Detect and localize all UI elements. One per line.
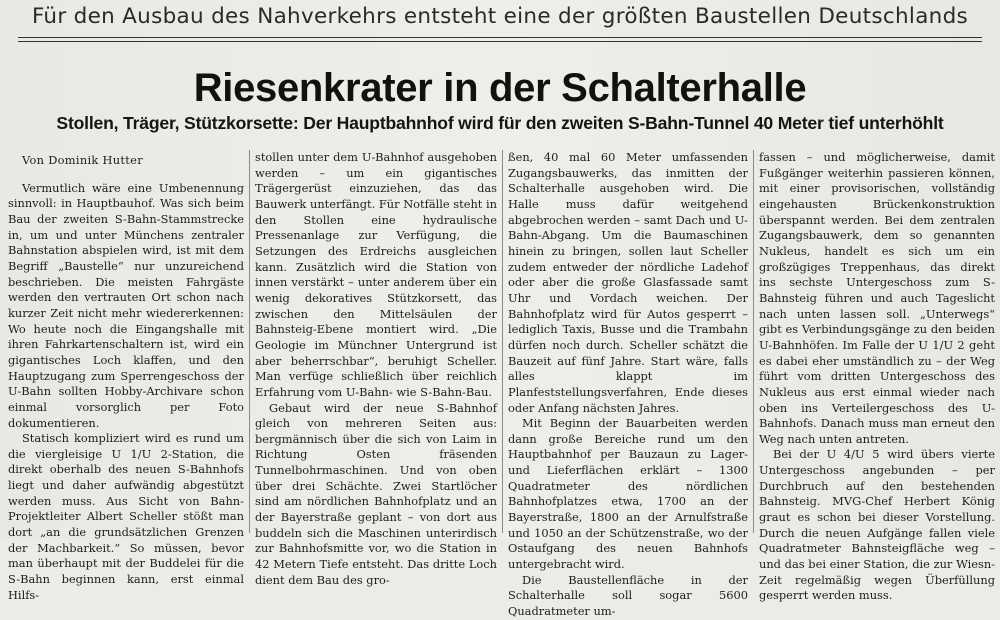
article-column-3 bbox=[508, 150, 748, 620]
column-3-paragraph-2: Mit Beginn der Bauarbeiten werden dann große Bereiche rund um den Hauptbahnhof per Bauzaun zu Lager- und Lieferflächen erklärt – 1300 Quadratmeter des nördlichen Bahnhofplatzes etwa, 1700 an der Bayerstraße, 1800 an der Arnulfstraße und 1050 an der Schützenstraße, wo der Ostaufgang des neuen Bahnhofs untergebracht wird. bbox=[508, 416, 748, 572]
article-column-1 bbox=[8, 150, 244, 603]
top-rule-second bbox=[18, 41, 982, 42]
kicker: Für den Ausbau des Nahverkehrs entsteht eine der größten Baustellen Deutschlands bbox=[31, 4, 969, 29]
column-4-paragraph-2: Bei der U 4/U 5 wird übers vierte Untergeschoss angebunden – per Durchbruch auf den bestehenden Bahnsteig. MVG-Chef Herbert König graut es schon bei dieser Vorstellung. Durch die neuen Aufgänge fallen viele Quadratmeter Bahnsteigfläche weg – und das bei einer Station, die zur Wiesn-Zeit regelmäßig wegen Überfüllung gesperrt werden muss. bbox=[759, 447, 995, 603]
column-divider bbox=[249, 150, 250, 533]
column-1-paragraph-1: Vermutlich wäre eine Umbenennung sinnvoll: in Hauptbauhof. Was sich beim Bau der zweiten S-Bahn-Stammstrecke in, um und unter Münchens zentraler Bahnstation abspielen wird, ist mit dem Begriff „Baustelle“ nur unzureichend beschrieben. Die meisten Fahrgäste werden den vertrauten Ort schon nach kurzer Zeit nicht mehr wiedererkennen: Wo heute noch die Eingangshalle mit ihren Fahrkartenschaltern ist, wird ein gigantisches Loch klaffen, und den Hauptzugang zum Sperrengeschoss der U-Bahn sollten Hobby-Archivare schon einmal vorsorglich per Foto dokumentieren. bbox=[8, 180, 244, 430]
column-1-paragraph-2: Statisch kompliziert wird es rund um die viergleisige U 1/U 2-Station, die direkt oberhalb des neuen S-Bahnhofs liegt und daher aufwändig abgestützt werden muss. Aus Sicht von Bahn-Projektleiter Albert Scheller stößt man dort „an die grundsätzlichen Grenzen der Machbarkeit.“ So müssen, bevor man überhaupt mit der Buddelei für die S-Bahn beginnen kann, erst einmal Hilfs- bbox=[8, 431, 244, 602]
subheadline: Stollen, Träger, Stützkorsette: Der Hauptbahnhof wird für den zweiten S-Bahn-Tunnel 40 Meter tief unterhöhlt bbox=[56, 113, 944, 133]
article-column-4 bbox=[759, 150, 995, 604]
column-4-paragraph-1: fassen – und möglicherweise, damit Fußgänger weiterhin passieren können, mit einer provisorischen, vollständig eingehausten Brückenkonstruktion überspannt werden. Bei dem zentralen Zugangsbauwerk, dem so genannten Nukleus, handelt es sich um ein großzügiges Treppenhaus, das direkt ins sechste Untergeschoss zum S-Bahnsteig führen und auch Tageslicht nach unten lassen soll. „Unterwegs“ gibt es Verbindungsgänge zu den beiden U-Bahnhöfen. Im Falle der U 1/U 2 geht es dabei eher umständlich zu – der Weg führt vom dritten Untergeschoss des Nukleus aus erst einmal wieder nach oben ins Verteilergeschoss des U-Bahnhofs. Danach muss man erneut den Weg nach unten antreten. bbox=[759, 150, 995, 446]
column-divider bbox=[753, 150, 754, 533]
column-2-paragraph-1: stollen unter dem U-Bahnhof ausgehoben werden – um ein gigantisches Trägergerüst einzuziehen, das das Bauwerk unterfängt. Für Notfälle steht in den Stollen eine hydraulische Pressenanlage zur Verfügung, die Setzungen des Erdreichs ausgleichen kann. Zusätzlich wird die Station von innen verstärkt – unter anderem über ein wenig dekoratives Stützkorsett, das zwischen den Mittelsäulen der Bahnsteig-Ebene montiert wird. „Die Geologie im Münchner Untergrund ist aber beherrschbar“, beruhigt Scheller. Man verfüge schließlich über reichlich Erfahrung vom U-Bahn- wie S-Bahn-Bau. bbox=[255, 150, 497, 399]
column-3-paragraph-1: ßen, 40 mal 60 Meter umfassenden Zugangsbauwerks, das inmitten der Schalterhalle ausgehoben wird. Die Halle muss dafür weitgehend abgebrochen werden – samt Dach und U-Bahn-Abgang. Um die Baumaschinen hinein zu bringen, sollen laut Scheller zudem entweder der nördliche Ladehof oder aber die große Glasfassade samt Uhr und Vordach weichen. Der Bahnhofplatz wird für Autos gesperrt – lediglich Taxis, Busse und die Trambahn dürfen noch durch. Scheller schätzt die Bauzeit auf fünf Jahre. Start wäre, falls alles klappt im Planfeststellungsverfahren, Ende dieses oder Anfang nächsten Jahres. bbox=[508, 150, 748, 415]
column-2-paragraph-2: Gebaut wird der neue S-Bahnhof gleich von mehreren Seiten aus: bergmännisch über die sich von Laim in Richtung Osten fräsenden Tunnelbohrmaschinen. Und von oben über drei Schächte. Zwei Startlöcher sind am nördlichen Bahnhofplatz und an der Bayerstraße geplant – von dort aus buddeln sich die Maschinen unterirdisch zur Bahnhofsmitte vor, wo die Station in 42 Metern Tiefe entsteht. Das dritte Loch dient dem Bau des gro- bbox=[255, 400, 497, 587]
headline: Riesenkrater in der Schalterhalle bbox=[193, 66, 807, 110]
article-column-2 bbox=[255, 150, 497, 588]
column-divider bbox=[502, 150, 503, 533]
top-rule bbox=[18, 37, 982, 38]
byline: Von Dominik Hutter bbox=[22, 153, 143, 167]
column-3-paragraph-3: Die Baustellenfläche in der Schalterhalle soll sogar 5600 Quadratmeter um- bbox=[508, 572, 748, 619]
